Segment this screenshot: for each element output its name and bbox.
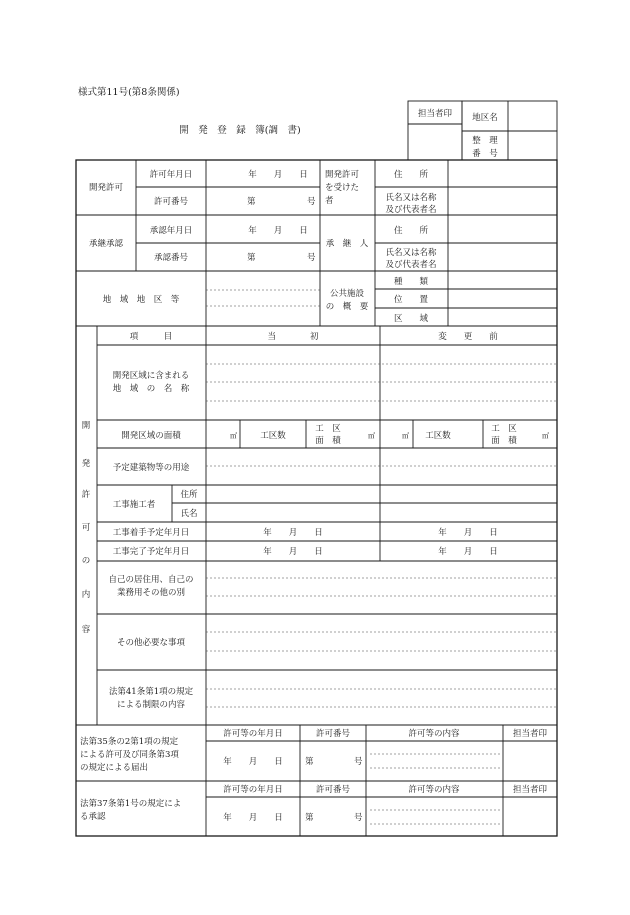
art37-col-content: 許可等の内容 <box>408 785 460 795</box>
art35-col-number: 許可番号 <box>315 729 351 739</box>
sqm-unit-1: ㎡ <box>230 432 237 440</box>
side-char-1: 開 <box>81 421 91 431</box>
art35-label-1: 法第35条の2第1項の規定 <box>80 737 179 747</box>
end-date-before: 年 月 日 <box>438 547 498 557</box>
permit-label: 開発許可 <box>88 183 124 193</box>
facility-kind-label: 種 類 <box>393 277 429 287</box>
work-count-label-1: 工区数 <box>260 431 286 441</box>
art37-col-number: 許可番号 <box>315 785 351 795</box>
art35-col-content: 許可等の内容 <box>408 729 460 739</box>
contractor-label: 工事施工者 <box>112 500 156 510</box>
sqm-unit-2: ㎡ <box>368 432 375 440</box>
permit-number-suffix: 号 <box>307 197 316 207</box>
public-facility-label-2: の 概 要 <box>325 302 369 312</box>
succession-label: 承継承認 <box>88 239 124 249</box>
permit-holder-label-2: を受けた <box>325 183 360 193</box>
art37-label-1: 法第37条第1号の規定によ <box>80 799 182 809</box>
district-name-label: 地区名 <box>472 113 498 123</box>
start-date-label: 工事着手予定年月日 <box>112 528 190 538</box>
permit-name-label-1: 氏名又は名称 <box>385 193 437 203</box>
work-count-label-2: 工区数 <box>425 431 451 441</box>
col-header-before-change: 変 更 前 <box>438 332 498 342</box>
art35-col-date: 許可等の年月日 <box>223 729 283 739</box>
col-header-initial: 当 初 <box>267 332 319 342</box>
side-char-4: 可 <box>81 523 91 533</box>
facility-location-label: 位 置 <box>393 295 429 305</box>
art35-number-suffix: 号 <box>354 757 363 767</box>
side-char-6: 内 <box>81 590 91 600</box>
contractor-name-label: 氏名 <box>180 509 198 519</box>
dev-area-label: 開発区域の面積 <box>121 431 181 441</box>
col-header-item: 項 目 <box>129 332 173 342</box>
self-use-label-1: 自己の居住用、自己の <box>108 575 194 585</box>
side-char-5: の <box>81 556 91 566</box>
succession-date-value: 年 月 日 <box>248 226 308 236</box>
art35-date-value: 年 月 日 <box>223 757 283 767</box>
art37-label-2: る承認 <box>80 812 106 822</box>
area-names-label-1: 開発区域に含まれる <box>112 371 190 381</box>
public-facility-label-1: 公共施設 <box>329 289 365 299</box>
end-date-label: 工事完了予定年月日 <box>112 547 190 557</box>
other-matters-label: その他必要な事項 <box>116 638 186 648</box>
permit-address-label: 住 所 <box>393 170 429 180</box>
area-names-label-2: 地 域 の 名 称 <box>112 384 190 394</box>
staff-seal-label: 担当者印 <box>417 109 453 119</box>
district-label: 地 域 地 区 等 <box>102 295 180 305</box>
successor-name-label-2: 及び代表者名 <box>385 260 437 270</box>
facility-area-label: 区 域 <box>393 314 429 324</box>
dashed-guides <box>206 290 557 824</box>
succession-date-label: 承認年月日 <box>149 226 193 236</box>
contractor-address-label: 住所 <box>180 490 198 500</box>
work-area-label-1a: 工 区 <box>315 424 341 434</box>
art41-label-2: による制限の内容 <box>116 700 186 710</box>
side-char-2: 発 <box>81 459 91 469</box>
permit-number-prefix: 第 <box>247 197 256 207</box>
side-char-3: 許 <box>81 490 91 500</box>
permit-date-label: 許可年月日 <box>149 170 193 180</box>
successor-name-label-1: 氏名又は名称 <box>385 248 437 258</box>
art37-number-suffix: 号 <box>354 813 363 823</box>
permit-date-value: 年 月 日 <box>248 170 308 180</box>
art35-col-staff-seal: 担当者印 <box>512 729 548 739</box>
art37-date-value: 年 月 日 <box>223 813 283 823</box>
art41-label-1: 法第41条第1項の規定 <box>108 687 194 697</box>
side-char-7: 容 <box>81 625 91 635</box>
permit-holder-label-1: 開発許可 <box>325 170 360 180</box>
work-area-label-1b: 面 積 <box>315 436 341 446</box>
succession-number-label: 承認番号 <box>153 253 189 263</box>
art35-label-2: による許可及び同条第3項 <box>80 750 179 760</box>
sqm-unit-3: ㎡ <box>402 432 409 440</box>
start-date-before: 年 月 日 <box>438 528 498 538</box>
end-date-initial: 年 月 日 <box>263 547 323 557</box>
work-area-label-2a: 工 区 <box>491 424 517 434</box>
art35-number-prefix: 第 <box>305 757 314 767</box>
reference-number-label-1: 整 理 <box>472 136 498 146</box>
start-date-initial: 年 月 日 <box>263 528 323 538</box>
art35-label-3: の規定による届出 <box>80 763 149 773</box>
succession-number-suffix: 号 <box>307 253 316 263</box>
art37-col-date: 許可等の年月日 <box>223 785 283 795</box>
reference-number-label-2: 番 号 <box>472 149 498 159</box>
successor-address-label: 住 所 <box>393 226 429 236</box>
permit-name-label-2: 及び代表者名 <box>385 205 437 215</box>
self-use-label-2: 業務用その他の別 <box>116 588 186 598</box>
successor-label: 承 継 人 <box>325 239 369 249</box>
work-area-label-2b: 面 積 <box>491 436 517 446</box>
art37-number-prefix: 第 <box>305 813 314 823</box>
permit-number-label: 許可番号 <box>153 197 189 207</box>
art37-col-staff-seal: 担当者印 <box>512 785 548 795</box>
succession-number-prefix: 第 <box>247 253 256 263</box>
content-side-label <box>82 421 91 635</box>
sqm-unit-4: ㎡ <box>542 432 549 440</box>
purpose-label: 予定建築物等の用途 <box>112 463 190 473</box>
permit-holder-label-3: 者 <box>325 196 334 206</box>
form-code: 様式第11号(第8条関係) <box>78 87 180 98</box>
form-title: 開 発 登 録 簿(調 書) <box>179 125 301 136</box>
